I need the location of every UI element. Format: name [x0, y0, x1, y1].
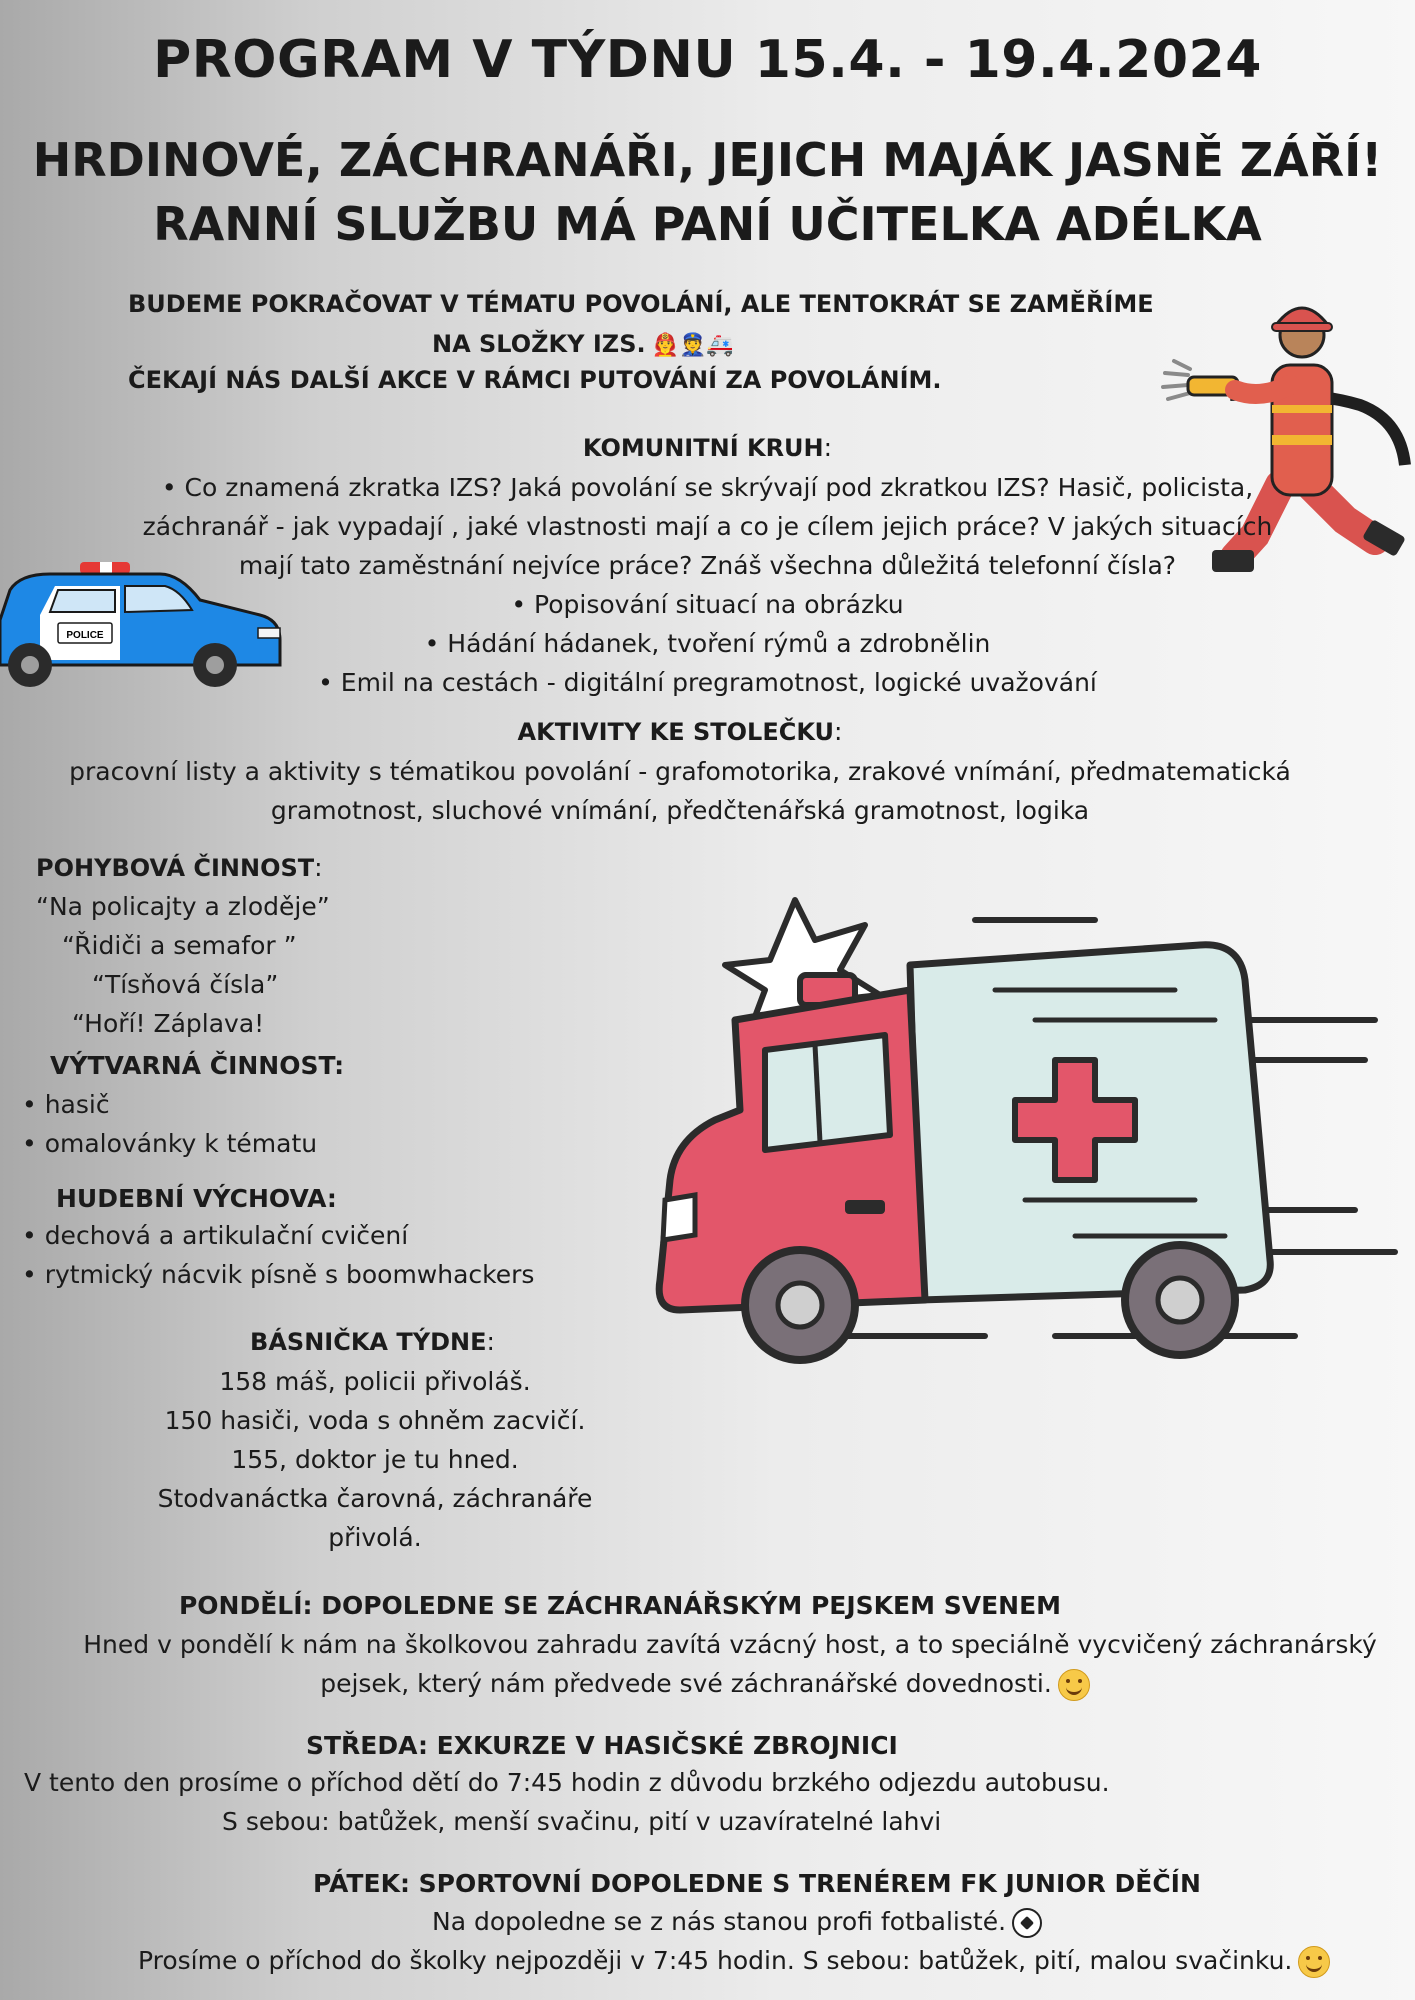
vytvarna-item-1: • hasič — [22, 1090, 110, 1119]
aktivity-line-2: gramotnost, sluchové vnímání, předčtenářská gramotnost, logika — [270, 796, 1090, 825]
pondeli-section — [60, 1586, 1400, 1703]
komunitni-line-6: • Emil na cestách - digitální pregramotnost, logické uvažování — [318, 668, 1097, 697]
page-subtitle — [0, 128, 1415, 256]
komunitni-line-1: • Co znamená zkratka IZS? Jaká povolání se skrývají pod zkratkou IZS? Hasič, policista, — [161, 473, 1254, 502]
basnicka-section: BÁSNIČKA TÝDNE: 158 máš, policii přivoláš. 150 hasiči, voda s ohněm zacvičí. 155, doktor je tu hned. Stodvanáctka čarovná, záchranáře přivolá. — [130, 1322, 620, 1557]
basnicka-line-3: 155, doktor je tu hned. — [231, 1445, 519, 1474]
basnicka-line-5: přivolá. — [328, 1523, 422, 1552]
basnicka-line-4: Stodvanáctka čarovná, záchranáře — [157, 1484, 593, 1513]
hudebni-item-1: • dechová a artikulační cvičení — [22, 1221, 409, 1250]
komunitni-line-5: • Hádání hádanek, tvoření rýmů a zdrobnělin — [424, 629, 991, 658]
streda-line-2: S sebou: batůžek, menší svačinu, pití v uzavíratelné lahvi — [222, 1807, 942, 1836]
pondeli-line-1: Hned v pondělí k nám na školkovou zahradu zavítá vzácný host, a to speciálně vycvičený záchranárský — [83, 1630, 1377, 1659]
patek-heading: PÁTEK: SPORTOVNÍ DOPOLEDNE S TRENÉREM FK JUNIOR DĚČÍN — [313, 1869, 1201, 1898]
subtitle-line-1: HRDINOVÉ, ZÁCHRANÁŘI, JEJICH MAJÁK JASNĚ ZÁŘÍ! — [32, 133, 1383, 187]
intro-line-2 — [432, 330, 734, 358]
intro-line-1: BUDEME POKRAČOVAT V TÉMATU POVOLÁNÍ, ALE TENTOKRÁT SE ZAMĚŘÍME — [128, 290, 1154, 318]
patek-line-1: Na dopoledne se z nás stanou profi fotbalisté. — [432, 1907, 1007, 1936]
smile-icon — [1298, 1946, 1330, 1978]
intro-line-3: ČEKAJÍ NÁS DALŠÍ AKCE V RÁMCI PUTOVÁNÍ ZA POVOLÁNÍM. — [128, 366, 942, 394]
pohybova-item-3: “Tísňová čísla” — [92, 970, 279, 999]
streda-line-1: V tento den prosíme o příchod dětí do 7:45 hodin z důvodu brzkého odjezdu autobusu. — [24, 1768, 1110, 1797]
soccer-ball-icon — [1012, 1908, 1042, 1938]
aktivity-heading: AKTIVITY KE STOLEČKU — [517, 718, 834, 746]
komunitni-line-3: mají tato zaměstnání nejvíce práce? Znáš všechna důležitá telefonní čísla? — [238, 551, 1177, 580]
basnicka-line-1: 158 máš, policii přivoláš. — [219, 1367, 531, 1396]
police-label: POLICE — [66, 630, 104, 641]
intro-line-2-text: NA SLOŽKY IZS. — [432, 330, 646, 358]
aktivity-line-1: pracovní listy a aktivity s tématikou povolání - grafomotorika, zrakové vnímání, předmatematická — [69, 757, 1291, 786]
pohybova-item-2: “Řidiči a semafor ” — [62, 931, 297, 960]
komunitni-heading: KOMUNITNÍ KRUH — [582, 434, 824, 462]
water-spray-icon — [1163, 361, 1190, 399]
smile-icon — [1058, 1669, 1090, 1701]
subtitle-line-2: RANNÍ SLUŽBU MÁ PANÍ UČITELKA ADÉLKA — [153, 197, 1262, 251]
komunitni-section: KOMUNITNÍ KRUH: • Co znamená zkratka IZS? Jaká povolání se skrývají pod zkratkou IZS? Hasič, policista, záchranář - jak vypadají , jaké vlastnosti mají a co je cílem jejich práce? V jakých situacích mají tato zaměstnání nejvíce práce? Znáš všechna důležitá telefonní čísla? • Popisování situací na obrázku • Hádání hádanek, tvoření rýmů a zdrobnělin • Emil na cestách - digitální pregramotnost, logické uvažování — [0, 428, 1415, 702]
basnicka-heading: BÁSNIČKA TÝDNE — [250, 1328, 487, 1356]
pohybova-heading: POHYBOVÁ ČINNOST — [36, 854, 315, 882]
patek-line-2: Prosíme o příchod do školky nejpozději v 7:45 hodin. S sebou: batůžek, pití, malou svačinku. — [138, 1946, 1293, 1975]
pondeli-heading: PONDĚLÍ: DOPOLEDNE SE ZÁCHRANÁŘSKÝM PEJSKEM SVENEM — [178, 1591, 1062, 1620]
pohybova-item-4: “Hoří! Záplava! — [72, 1009, 265, 1038]
vytvarna-heading: VÝTVARNÁ ČINNOST: — [50, 1051, 345, 1080]
page-title: PROGRAM V TÝDNU 15.4. - 19.4.2024 — [153, 30, 1262, 90]
hudebni-heading: HUDEBNÍ VÝCHOVA: — [56, 1184, 337, 1213]
ambulance-illustration — [655, 880, 1415, 1410]
pondeli-line-2: pejsek, který nám předvede své záchranářské dovednosti. — [320, 1669, 1052, 1698]
izs-emoji-icon: 👨‍🚒👮🚑 — [651, 332, 734, 358]
vytvarna-item-2: • omalovánky k tématu — [22, 1129, 318, 1158]
komunitni-line-2: záchranář - jak vypadají , jaké vlastnosti mají a co je cílem jejich práce? V jakých situacích — [142, 512, 1273, 541]
streda-heading: STŘEDA: EXKURZE V HASIČSKÉ ZBROJNICI — [306, 1731, 898, 1760]
hudebni-item-2: • rytmický nácvik písně s boomwhackers — [22, 1260, 535, 1289]
pohybova-heading-row: POHYBOVÁ ČINNOST: — [36, 853, 323, 882]
pohybova-item-1: “Na policajty a zloděje” — [36, 892, 330, 921]
komunitni-line-4: • Popisování situací na obrázku — [511, 590, 904, 619]
basnicka-line-2: 150 hasiči, voda s ohněm zacvičí. — [164, 1406, 586, 1435]
aktivity-section: AKTIVITY KE STOLEČKU: pracovní listy a aktivity s tématikou povolání - grafomotorika, zrakové vnímání, předmatematická gramotnost, sluchové vnímání, předčtenářská gramotnost, logika — [0, 712, 1360, 830]
